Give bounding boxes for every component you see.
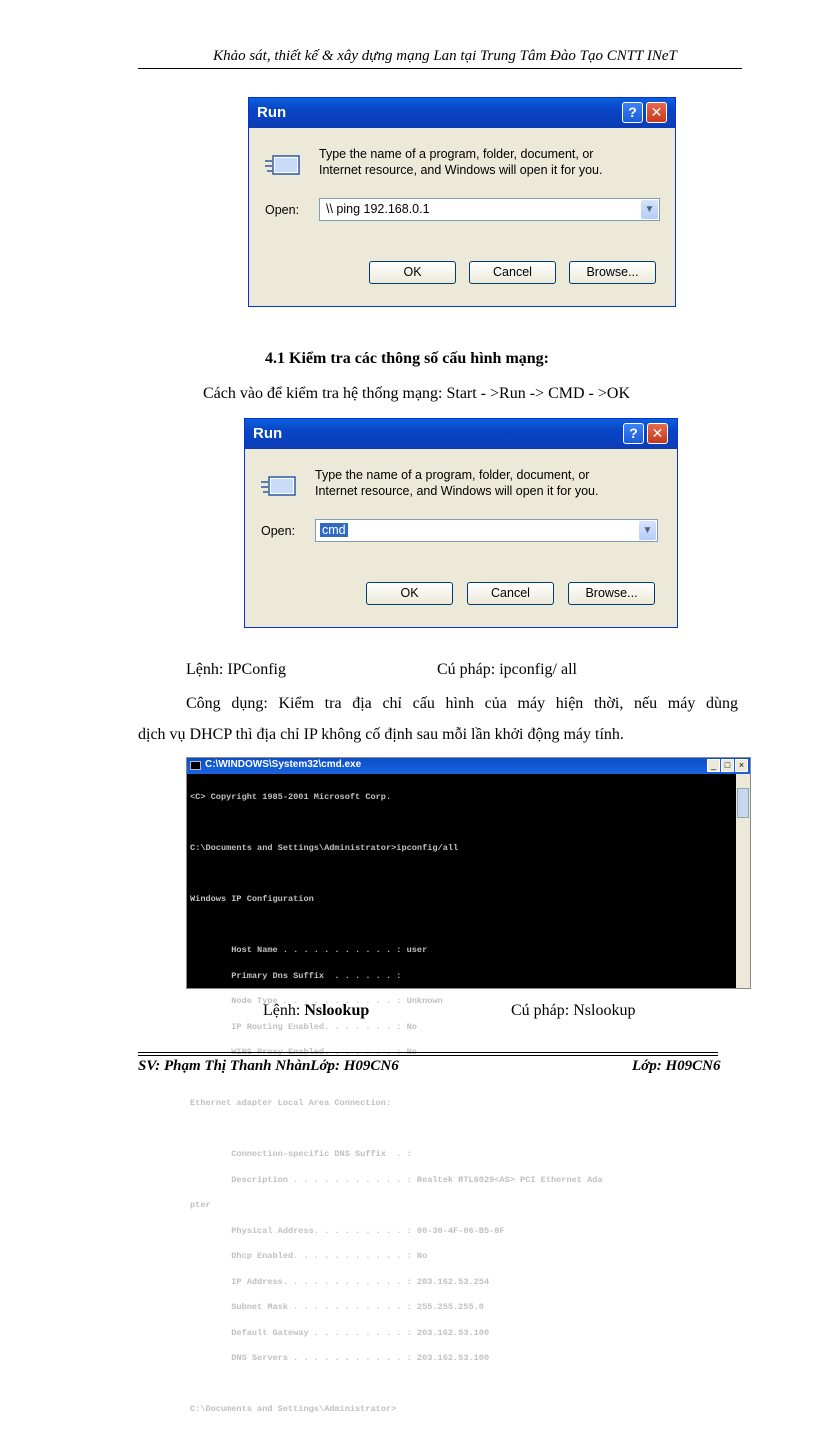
open-input-value[interactable]: cmd (322, 523, 346, 537)
cmd-line: WINS Proxy Enabled. . . . . . . : No (190, 1047, 417, 1057)
cmd-icon (190, 761, 201, 770)
scrollbar-thumb[interactable] (737, 788, 749, 818)
cmd-line (190, 819, 734, 828)
nslookup-command-prefix: Lệnh: (263, 1002, 305, 1019)
footer-rule (138, 1052, 718, 1053)
browse-button[interactable]: Browse... (568, 582, 655, 605)
page-header: Khảo sát, thiết kế & xây dựng mạng Lan tại Trung Tâm Đào Tạo CNTT INeT (213, 48, 677, 64)
nslookup-syntax: Cú pháp: Nslookup (511, 1002, 636, 1019)
cmd-line: C:\Documents and Settings\Administrator>ipconfig/all (190, 843, 459, 853)
run-description (315, 467, 598, 499)
maximize-button[interactable]: □ (721, 759, 734, 772)
run-titlebar (249, 98, 675, 128)
minimize-button[interactable]: _ (707, 759, 720, 772)
footer-rule-2 (138, 1055, 718, 1056)
section-heading: 4.1 Kiểm tra các thông số cấu hình mạng: (265, 350, 549, 367)
run-dialog-ping (248, 97, 676, 307)
chevron-down-icon[interactable]: ▼ (641, 200, 658, 219)
cmd-line: C:\Documents and Settings\Administrator> (190, 1404, 397, 1414)
ipconfig-command: Lệnh: IPConfig (186, 661, 286, 678)
run-description-line1: Type the name of a program, folder, document, or (319, 147, 594, 161)
header-rule (138, 68, 742, 69)
cmd-line: Subnet Mask . . . . . . . . . . . : 255.255.255.0 (190, 1302, 484, 1312)
nslookup-command-name: Nslookup (304, 1002, 370, 1019)
cmd-line (190, 1125, 734, 1134)
run-program-icon (265, 152, 301, 178)
nslookup-command (263, 1002, 369, 1020)
cmd-titlebar (187, 758, 750, 774)
run-description (319, 146, 602, 178)
cancel-button[interactable]: Cancel (469, 261, 556, 284)
run-title: Run (257, 104, 287, 121)
cmd-line: Primary Dns Suffix . . . . . . : (190, 970, 402, 981)
open-combobox[interactable] (315, 519, 658, 542)
cmd-line: Connection-specific DNS Suffix . : (190, 1149, 412, 1159)
cmd-scrollbar[interactable] (736, 774, 750, 988)
chevron-down-icon[interactable]: ▼ (639, 521, 656, 540)
cancel-button[interactable]: Cancel (467, 582, 554, 605)
cmd-line: Node Type . . . . . . . . . . . : Unknown (190, 996, 443, 1006)
cmd-line: Default Gateway . . . . . . . . . : 203.162.53.100 (190, 1327, 490, 1338)
cmd-line: IP Routing Enabled. . . . . . . : No (190, 1021, 417, 1032)
cmd-line: DNS Servers . . . . . . . . . . . : 203.162.53.100 (190, 1353, 490, 1363)
run-body (249, 128, 675, 306)
cmd-line: <C> Copyright 1985-2001 Microsoft Corp. (190, 792, 392, 802)
footer-student: SV: Phạm Thị Thanh NhànLớp: H09CN6 (138, 1058, 399, 1074)
run-program-icon (261, 473, 297, 499)
open-input-value[interactable]: \\ ping 192.168.0.1 (326, 202, 430, 216)
open-label: Open: (265, 203, 300, 217)
cmd-line (190, 1380, 734, 1389)
ok-button[interactable]: OK (366, 582, 453, 605)
cmd-line: Ethernet adapter Local Area Connection: (190, 1098, 392, 1108)
run-body (245, 449, 677, 627)
open-combobox[interactable] (319, 198, 660, 221)
cmd-output (190, 776, 734, 1431)
browse-button[interactable]: Browse... (569, 261, 656, 284)
ipconfig-usage-line1: Công dụng: Kiểm tra địa chỉ cấu hình của máy hiện thời, nếu máy dùng (186, 695, 738, 712)
instruction-text: Cách vào để kiểm tra hệ thống mạng: Start - >Run -> CMD - >OK (203, 385, 630, 402)
run-titlebar (245, 419, 677, 449)
footer-class: Lớp: H09CN6 (632, 1058, 721, 1074)
cmd-line (190, 921, 734, 930)
close-button[interactable]: ✕ (646, 102, 667, 123)
cmd-line: Host Name . . . . . . . . . . . : user (190, 945, 428, 955)
cmd-line: Windows IP Configuration (190, 894, 314, 904)
cmd-line: Dhcp Enabled. . . . . . . . . . . : No (190, 1251, 428, 1261)
run-description-line2: Internet resource, and Windows will open it for you. (319, 163, 603, 177)
run-title: Run (253, 425, 283, 442)
help-button[interactable]: ? (623, 423, 644, 444)
cmd-line: IP Address. . . . . . . . . . . . : 203.162.53.254 (190, 1276, 490, 1287)
close-button[interactable]: × (735, 759, 748, 772)
open-label: Open: (261, 524, 296, 538)
cmd-line: Description . . . . . . . . . . . : Realtek RTL8029<AS> PCI Ethernet Ada (190, 1174, 603, 1185)
ok-button[interactable]: OK (369, 261, 456, 284)
cmd-line (190, 870, 734, 879)
ipconfig-usage-line2: dịch vụ DHCP thì địa chỉ IP không cố định sau mỗi lần khởi động máy tính. (138, 726, 624, 743)
cmd-title: C:\WINDOWS\System32\cmd.exe (205, 759, 362, 770)
close-button[interactable]: ✕ (647, 423, 668, 444)
ipconfig-syntax: Cú pháp: ipconfig/ all (437, 661, 577, 678)
run-dialog-cmd (244, 418, 678, 628)
run-description-line2: Internet resource, and Windows will open it for you. (315, 484, 599, 498)
cmd-line: Physical Address. . . . . . . . . : 00-30-4F-06-B5-8F (190, 1225, 505, 1236)
run-description-line1: Type the name of a program, folder, document, or (315, 468, 590, 482)
cmd-line: pter (190, 1200, 211, 1210)
help-button[interactable]: ? (622, 102, 643, 123)
